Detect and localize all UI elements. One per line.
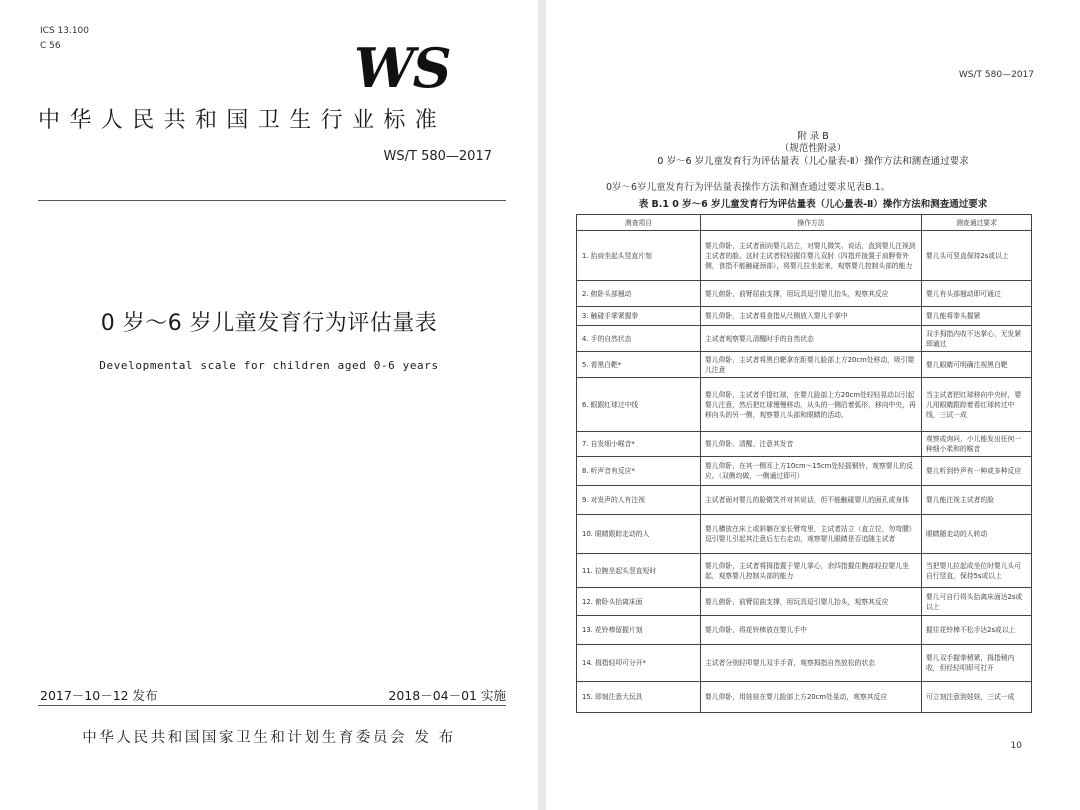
issuer-line: 中华人民共和国国家卫生和计划生育委员会 发 布 (82, 730, 456, 746)
table-row (577, 486, 1032, 515)
header-requirement: 测查通过要求 (922, 215, 1032, 231)
table-header-row (577, 215, 1032, 231)
cell-requirement: 婴儿有头部翘动即可通过 (922, 281, 1032, 307)
cell-requirement: 婴儿头可竖直保持2s或以上 (922, 231, 1032, 281)
appendix-title: 0 岁～6 岁儿童发育行为评估量表（儿心量表-Ⅱ）操作方法和测查通过要求 (657, 156, 969, 167)
cell-requirement: 婴儿可自行将头抬离床面达2s或以上 (922, 588, 1032, 616)
table-row (577, 588, 1032, 616)
cell-requirement: 婴儿双手握拳稍紧，拇指稍内收，但经轻叩即可打开 (922, 645, 1032, 682)
cell-method: 婴儿仰卧、清醒、注意其发音 (701, 432, 922, 457)
cell-requirement: 当把婴儿拉起成坐位时婴儿头可自行竖直，保持5s或以上 (922, 554, 1032, 588)
cell-requirement: 婴儿眼睛可明确注视黑白靶 (922, 352, 1032, 378)
cell-item: 12. 俯卧头抬离床面 (577, 588, 701, 616)
cell-item: 3. 触碰手掌紧握拳 (577, 307, 701, 326)
release-date: 2017－10－12 发布 (40, 688, 158, 703)
ccs-code: C 56 (40, 41, 61, 51)
page-number: 10 (1010, 741, 1022, 751)
table-row (577, 616, 1032, 645)
cell-method: 婴儿仰卧，将花铃棒放在婴儿手中 (701, 616, 922, 645)
cell-item: 6. 眼跟红球过中线 (577, 378, 701, 432)
document-subtitle: Developmental scale for children aged 0-6 years (99, 359, 439, 372)
assessment-table (576, 214, 1032, 713)
cell-requirement: 可立刻注意到娃娃，三试一成 (922, 682, 1032, 713)
cell-method: 婴儿仰卧，主试者将拇指置于婴儿掌心，余四指握住腕部轻拉婴儿坐起，观察婴儿控制头部的能力 (701, 554, 922, 588)
cell-requirement: 婴儿能注视主试者的脸 (922, 486, 1032, 515)
table-row (577, 281, 1032, 307)
cell-item: 10. 眼睛跟踪走动的人 (577, 515, 701, 554)
cell-method: 主试者面对婴儿的脸微笑并对其说话，但不能触碰婴儿的面孔或身体 (701, 486, 922, 515)
appendix-intro: 0岁～6岁儿童发育行为评估量表操作方法和测查通过要求见表B.1。 (606, 182, 891, 193)
ics-classification (40, 24, 89, 54)
cell-method: 婴儿仰卧，主试者将黑白靶拿在距婴儿脸部上方20cm处移动，吸引婴儿注意 (701, 352, 922, 378)
table-row (577, 682, 1032, 713)
footer-divider (38, 705, 506, 706)
header-method: 操作方法 (701, 215, 922, 231)
standard-code: WS/T 580—2017 (383, 149, 492, 164)
cell-item: 14. 拇指轻叩可分开* (577, 645, 701, 682)
cell-method: 婴儿仰卧，用娃娃在婴儿脸部上方20cm处晃动，观察其反应 (701, 682, 922, 713)
ws-logo: WS (354, 36, 450, 100)
table-row (577, 645, 1032, 682)
cell-method: 婴儿仰卧，主试者面向婴儿站立，对婴儿微笑、说话，直到婴儿注视到主试者的脸。这时主试者轻轻握住婴儿双肘（四指并拢置于肩胛骨外侧，食指不能触碰颈部），将婴儿拉坐起来，观察婴儿控制头部的能力 (701, 231, 922, 281)
cell-method: 婴儿仰卧，在其一侧耳上方10cm～15cm处轻摇铜铃，观察婴儿的反应。（双侧均做，一侧通过即可） (701, 457, 922, 486)
table-row (577, 432, 1032, 457)
cell-item: 1. 抬肩坐起头竖直片刻 (577, 231, 701, 281)
table-row (577, 515, 1032, 554)
cell-item: 13. 花铃棒留握片刻 (577, 616, 701, 645)
appendix-type: （规范性附录） (779, 143, 847, 154)
implement-date: 2018－04－01 实施 (388, 688, 506, 703)
cell-item: 5. 看黑白靶* (577, 352, 701, 378)
document-title: 0 岁～6 岁儿童发育行为评估量表 (100, 311, 438, 336)
table-row (577, 378, 1032, 432)
table-row (577, 352, 1032, 378)
cell-item: 15. 即刻注意大玩具 (577, 682, 701, 713)
cell-requirement: 双手拇指内收不达掌心，无发紧即通过 (922, 326, 1032, 352)
standard-title: 中华人民共和国卫生行业标准 (38, 108, 447, 133)
cell-item: 4. 手的自然状态 (577, 326, 701, 352)
cell-item: 11. 拉腕坐起头竖直短时 (577, 554, 701, 588)
cell-item: 7. 自发细小喉音* (577, 432, 701, 457)
cell-requirement: 婴儿听到铃声有一种或多种反应 (922, 457, 1032, 486)
cell-method: 主试者分别轻叩婴儿双手手背，观察拇指自然放松的状态 (701, 645, 922, 682)
cell-requirement: 握住花铃棒不松手达2s或以上 (922, 616, 1032, 645)
cell-method: 婴儿仰卧，主试者将食指从尺侧放入婴儿手掌中 (701, 307, 922, 326)
cell-method: 婴儿俯卧，前臂屈曲支撑，用玩具逗引婴儿抬头，观察其反应 (701, 588, 922, 616)
cover-page (0, 0, 538, 810)
page-header-code: WS/T 580—2017 (958, 70, 1034, 80)
assessment-table-wrapper (576, 214, 1031, 713)
ics-code: ICS 13.100 (40, 26, 90, 36)
cell-requirement: 婴儿能将拳头握紧 (922, 307, 1032, 326)
table-row (577, 457, 1032, 486)
table-caption: 表 B.1 0 岁～6 岁儿童发育行为评估量表（儿心量表-Ⅱ）操作方法和测查通过要求 (638, 199, 988, 210)
cell-item: 2. 俯卧头部翘动 (577, 281, 701, 307)
header-item: 测查项目 (577, 215, 701, 231)
cell-method: 婴儿横放在床上或斜躺在家长臂弯里，主试者站立（直立位，勿弯腰）逗引婴儿引起其注意后左右走动，观察婴儿眼睛是否追随主试者 (701, 515, 922, 554)
cell-method: 婴儿俯卧，前臂屈曲支撑，用玩具逗引婴儿抬头，观察其反应 (701, 281, 922, 307)
cell-item: 8. 听声音有反应* (577, 457, 701, 486)
table-row (577, 307, 1032, 326)
appendix-page (546, 0, 1080, 810)
table-row (577, 326, 1032, 352)
cell-requirement: 当主试者把红球移向中央时，婴儿用眼睛跟踪着看红球转过中线，三试一成 (922, 378, 1032, 432)
appendix-label: 附 录 B (797, 131, 829, 142)
cell-requirement: 观察或询问，小儿能发出任何一种细小柔和的喉音 (922, 432, 1032, 457)
table-row (577, 231, 1032, 281)
table-row (577, 554, 1032, 588)
cell-method: 主试者观察婴儿清醒时手的自然状态 (701, 326, 922, 352)
cell-requirement: 眼睛随走动的人转动 (922, 515, 1032, 554)
cell-item: 9. 对发声的人有注视 (577, 486, 701, 515)
cell-method: 婴儿仰卧，主试者手提红球，在婴儿脸部上方20cm处轻轻晃动以引起婴儿注意，然后把红球慢慢移动，从头的一侧沿着弧形，移向中央，再移向头的另一侧，观察婴儿头部和眼睛的活动。 (701, 378, 922, 432)
header-divider (38, 200, 506, 201)
